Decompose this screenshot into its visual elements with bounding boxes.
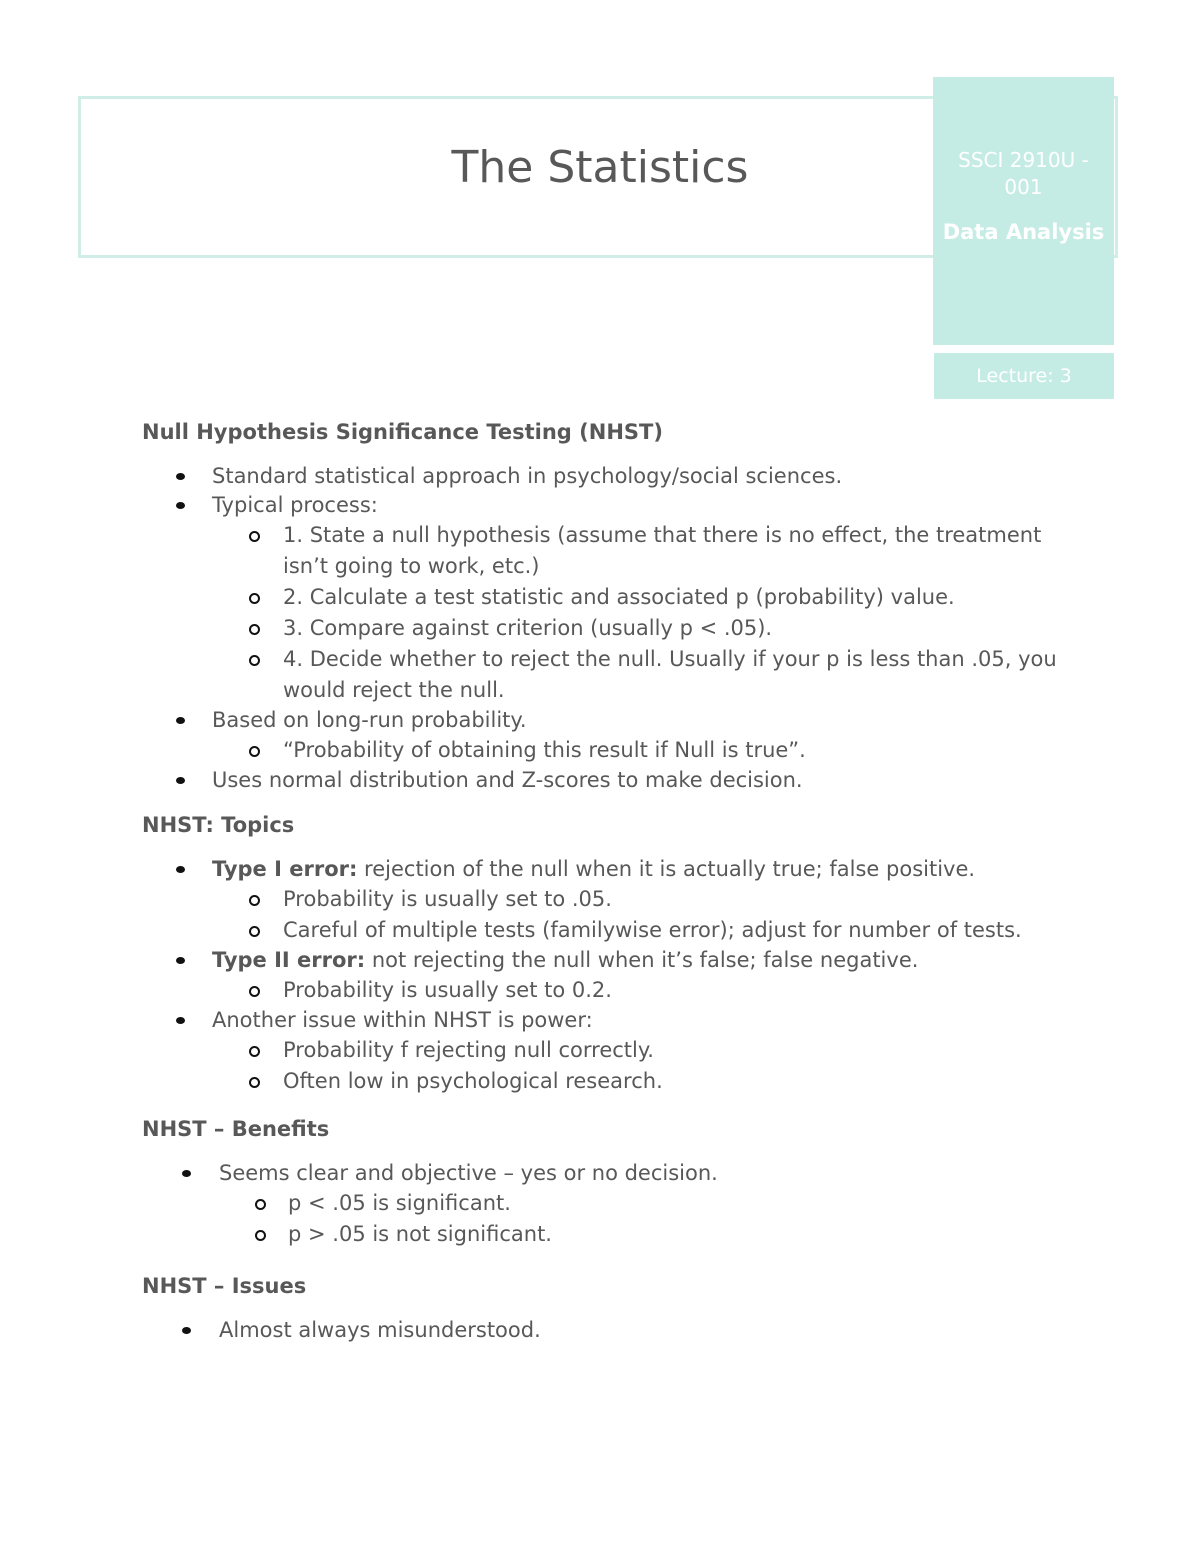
list-item-text: Standard statistical approach in psychology/social sciences.: [212, 464, 843, 488]
sub-list-item: Probability is usually set to .05.: [142, 884, 1062, 915]
sub-list: [212, 735, 1062, 766]
sub-list: [219, 1188, 1062, 1250]
list-item-text: not rejecting the null when it’s false; false negative.: [365, 948, 919, 972]
sub-list-item: “Probability of obtaining this result if Null is true”.: [142, 735, 1062, 766]
sub-list-item: Probability f rejecting null correctly.: [142, 1035, 1062, 1066]
course-panel: [933, 77, 1114, 345]
list-item: [142, 491, 1062, 706]
section-heading: NHST – Issues: [142, 1274, 307, 1298]
section-heading: Null Hypothesis Significance Testing (NHST): [142, 420, 663, 444]
bullet-list: [142, 855, 1062, 1097]
list-item-text: Seems clear and objective – yes or no decision.: [219, 1161, 718, 1185]
list-item-text: Almost always misunderstood.: [219, 1318, 541, 1342]
sub-list-item: 2. Calculate a test statistic and associated p (probability) value.: [142, 582, 1062, 613]
document-body: [142, 416, 1062, 1345]
sub-list-item: Often low in psychological research.: [142, 1066, 1062, 1097]
course-name: Data Analysis: [942, 220, 1105, 244]
sub-list-item: p > .05 is not significant.: [142, 1219, 1062, 1250]
list-item-text: Based on long-run probability.: [212, 708, 527, 732]
list-item-text: Uses normal distribution and Z-scores to make decision.: [212, 768, 803, 792]
list-item: [142, 1159, 1062, 1250]
document-title: The Statistics: [451, 142, 749, 193]
bullet-list: [142, 1316, 1062, 1345]
term-label: Type II error:: [212, 948, 366, 972]
sub-list-item: Careful of multiple tests (familywise error); adjust for number of tests.: [142, 915, 1062, 946]
sub-list: [212, 884, 1062, 946]
bullet-list: [142, 462, 1062, 795]
sub-list: [212, 1035, 1062, 1097]
list-item-text: Typical process:: [212, 493, 378, 517]
sub-list-item: Probability is usually set to 0.2.: [142, 975, 1062, 1006]
sub-list: [212, 975, 1062, 1006]
list-item-text: Another issue within NHST is power:: [212, 1008, 593, 1032]
term-label: Type I error:: [212, 857, 358, 881]
list-item: [142, 1006, 1062, 1097]
section-heading: NHST: Topics: [142, 813, 295, 837]
sub-list-item: 4. Decide whether to reject the null. Usually if your p is less than .05, you would reject the null.: [142, 644, 1062, 706]
sub-list: [212, 520, 1062, 706]
list-item: [142, 462, 1062, 491]
lecture-label: Lecture: 3: [934, 353, 1114, 399]
list-item: [142, 946, 1062, 1006]
list-item: [142, 855, 1062, 946]
list-item: [142, 706, 1062, 766]
bullet-list: [142, 1159, 1062, 1250]
sub-list-item: 1. State a null hypothesis (assume that there is no effect, the treatment isn’t going to work, etc.): [142, 520, 1062, 582]
list-item: [142, 766, 1062, 795]
sub-list-item: 3. Compare against criterion (usually p < .05).: [142, 613, 1062, 644]
course-code: SSCI 2910U - 001: [958, 148, 1089, 199]
list-item: [142, 1316, 1062, 1345]
section-heading: NHST – Benefits: [142, 1117, 330, 1141]
list-item-text: rejection of the null when it is actually true; false positive.: [357, 857, 976, 881]
sub-list-item: p < .05 is significant.: [142, 1188, 1062, 1219]
